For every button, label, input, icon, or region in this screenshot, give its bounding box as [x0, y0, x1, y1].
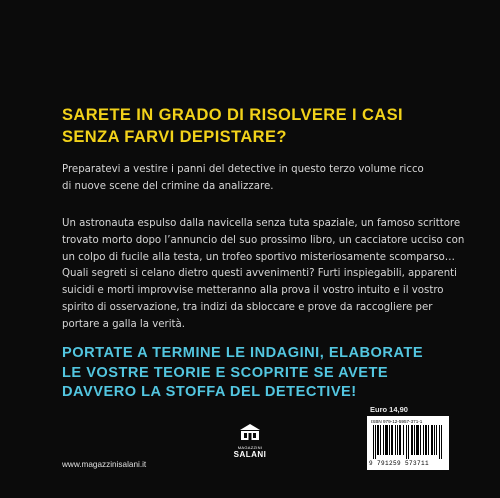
intro-paragraph — [62, 162, 452, 196]
isbn-barcode — [367, 416, 449, 470]
headline-line: SARETE IN GRADO DI RISOLVERE I CASI — [62, 106, 403, 124]
cta-line: DAVVERO LA STOFFA DEL DETECTIVE! — [62, 384, 357, 400]
barcode-digits: 9 791259 573711 — [369, 460, 430, 467]
publisher-logo-top: MAGAZZINI — [237, 445, 263, 450]
body-line: suicidi e morti improvvise metteranno alla prova il vostro intuito e il vostro — [62, 285, 444, 297]
body-line: portare a galla la verità. — [62, 318, 186, 330]
publisher-logo-name: SALANI — [233, 450, 267, 459]
cta-line: LE VOSTRE TEORIE E SCOPRITE SE AVETE — [62, 364, 389, 381]
barcode-icon — [373, 425, 443, 459]
isbn-label: ISBN 979-12-5957-371-1 — [371, 419, 423, 424]
body-paragraph — [62, 216, 465, 334]
body-line: Quali segreti si celano dietro questi avvenimenti? Furti inspiegabili, apparenti — [62, 268, 457, 280]
cta-line: PORTATE A TERMINE LE INDAGINI, ELABORATE — [62, 345, 424, 361]
headline-line: SENZA FARVI DEPISTARE? — [62, 128, 287, 146]
call-to-action — [62, 344, 462, 403]
intro-line: di nuove scene del crimine da analizzare. — [62, 180, 274, 192]
publisher-website[interactable]: www.magazzinisalani.it — [62, 460, 147, 469]
body-line: spirito di osservazione, tra indizi da sbloccare e prove da raccogliere per — [62, 301, 433, 313]
body-line: un colpo di fucile alla testa, un trofeo sportivo misteriosamente scomparso… — [62, 251, 455, 263]
back-cover-headline — [62, 104, 452, 148]
body-line: Un astronauta espulso dalla navicella senza tuta spaziale, un famoso scrittore — [62, 218, 461, 229]
building-icon — [240, 424, 260, 440]
price-label: Euro 14,90 — [370, 405, 408, 414]
publisher-logo — [230, 424, 270, 470]
intro-line: Preparatevi a vestire i panni del detective in questo terzo volume ricco — [62, 164, 424, 175]
body-line: trovato morto dopo l’annuncio del suo prossimo libro, un cacciatore ucciso con — [62, 234, 465, 246]
